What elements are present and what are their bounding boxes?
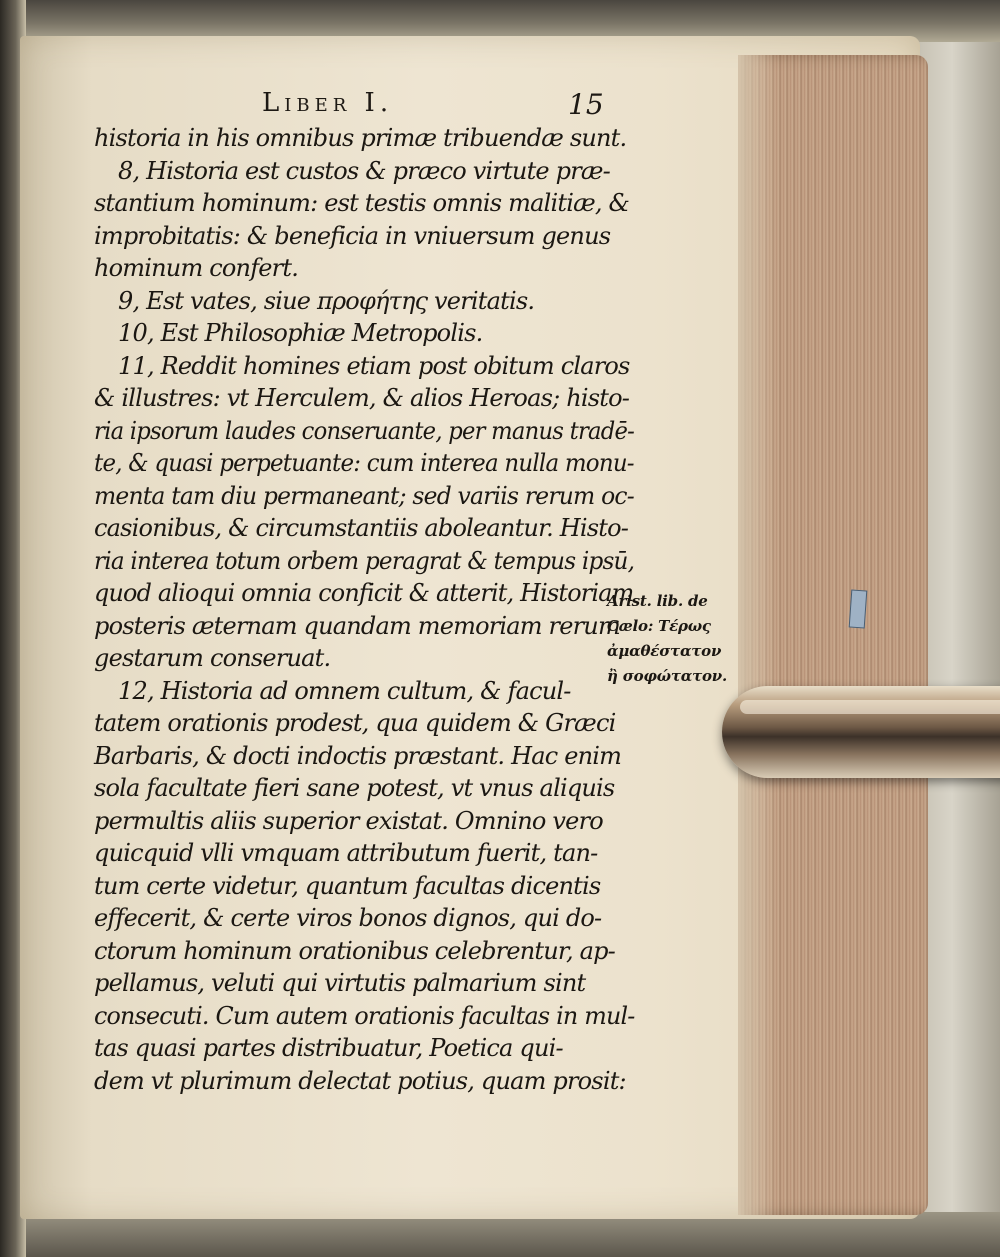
text-line: 8, Historia est custos & præco virtute præ- bbox=[118, 156, 610, 185]
text-line: effecerit, & certe viros bonos dignos, qui do- bbox=[94, 904, 602, 932]
text-line: casionibus, & circumstantiis aboleantur. Histo- bbox=[94, 514, 629, 542]
page-tab-marker bbox=[849, 589, 868, 628]
text-line: tatem orationis prodest, qua quidem & Græci bbox=[94, 709, 616, 737]
text-line: sola facultate fieri sane potest, vt vnus aliquis bbox=[94, 774, 615, 802]
text-line: ctorum hominum orationibus celebrentur, ap- bbox=[94, 936, 615, 965]
clip-highlight bbox=[740, 700, 1000, 714]
margin-note bbox=[607, 589, 757, 689]
text-line: 12, Historia ad omnem cultum, & facul- bbox=[118, 676, 571, 705]
text-line: quicquid vlli vmquam attributum fuerit, tan- bbox=[94, 839, 598, 867]
text-line: Barbaris, & docti indoctis præstant. Hac enim bbox=[94, 741, 622, 770]
text-line: permultis aliis superior existat. Omnino vero bbox=[94, 806, 603, 835]
page-number: 15 bbox=[568, 88, 604, 121]
text-line: dem vt plurimum delectat potius, quam prosit: bbox=[94, 1066, 626, 1095]
margin-note-line: Arist. lib. de bbox=[607, 592, 708, 610]
running-head: Liber I. bbox=[262, 88, 394, 118]
text-line: improbitatis: & beneficia in vniuersum genus bbox=[94, 221, 611, 250]
text-line: tum certe videtur, quantum facultas dicentis bbox=[94, 871, 601, 900]
text-line: 10, Est Philosophiæ Metropolis. bbox=[118, 319, 483, 347]
margin-note-line: ἀμαθέστατον bbox=[607, 642, 722, 660]
text-line: posteris æternam quandam memoriam rerum bbox=[94, 611, 620, 640]
text-line: 11, Reddit homines etiam post obitum claros bbox=[118, 351, 630, 380]
text-line: 9, Est vates, siue προφήτης veritatis. bbox=[118, 286, 535, 315]
text-line: pellamus, veluti qui virtutis palmarium sint bbox=[94, 969, 586, 997]
text-line: consecuti. Cum autem orationis facultas in mul- bbox=[94, 1001, 635, 1030]
margin-note-line: Cælo: Τέρως bbox=[607, 617, 711, 635]
text-line: ria interea totum orbem peragrat & tempus ipsū, bbox=[94, 546, 635, 575]
text-line: quod alioqui omnia conficit & atterit, Historiam bbox=[94, 579, 634, 607]
text-line: te, & quasi perpetuante: cum interea nulla monu- bbox=[94, 449, 634, 477]
text-line: gestarum conseruat. bbox=[94, 644, 331, 672]
text-line: stantium hominum: est testis omnis malitiæ, & bbox=[94, 189, 630, 217]
text-line: hominum confert. bbox=[94, 254, 299, 282]
text-line: menta tam diu permaneant; sed variis rerum oc- bbox=[94, 481, 634, 510]
text-line: tas quasi partes distribuatur, Poetica qui- bbox=[94, 1034, 563, 1062]
text-line: historia in his omnibus primæ tribuendæ sunt. bbox=[94, 124, 627, 152]
margin-note-line: ἢ σοφώτατον. bbox=[607, 667, 728, 685]
text-line: & illustres: vt Herculem, & alios Heroas; histo- bbox=[94, 384, 630, 412]
text-line: ria ipsorum laudes conseruante, per manus tradē- bbox=[94, 416, 635, 445]
body-text bbox=[94, 122, 634, 1097]
